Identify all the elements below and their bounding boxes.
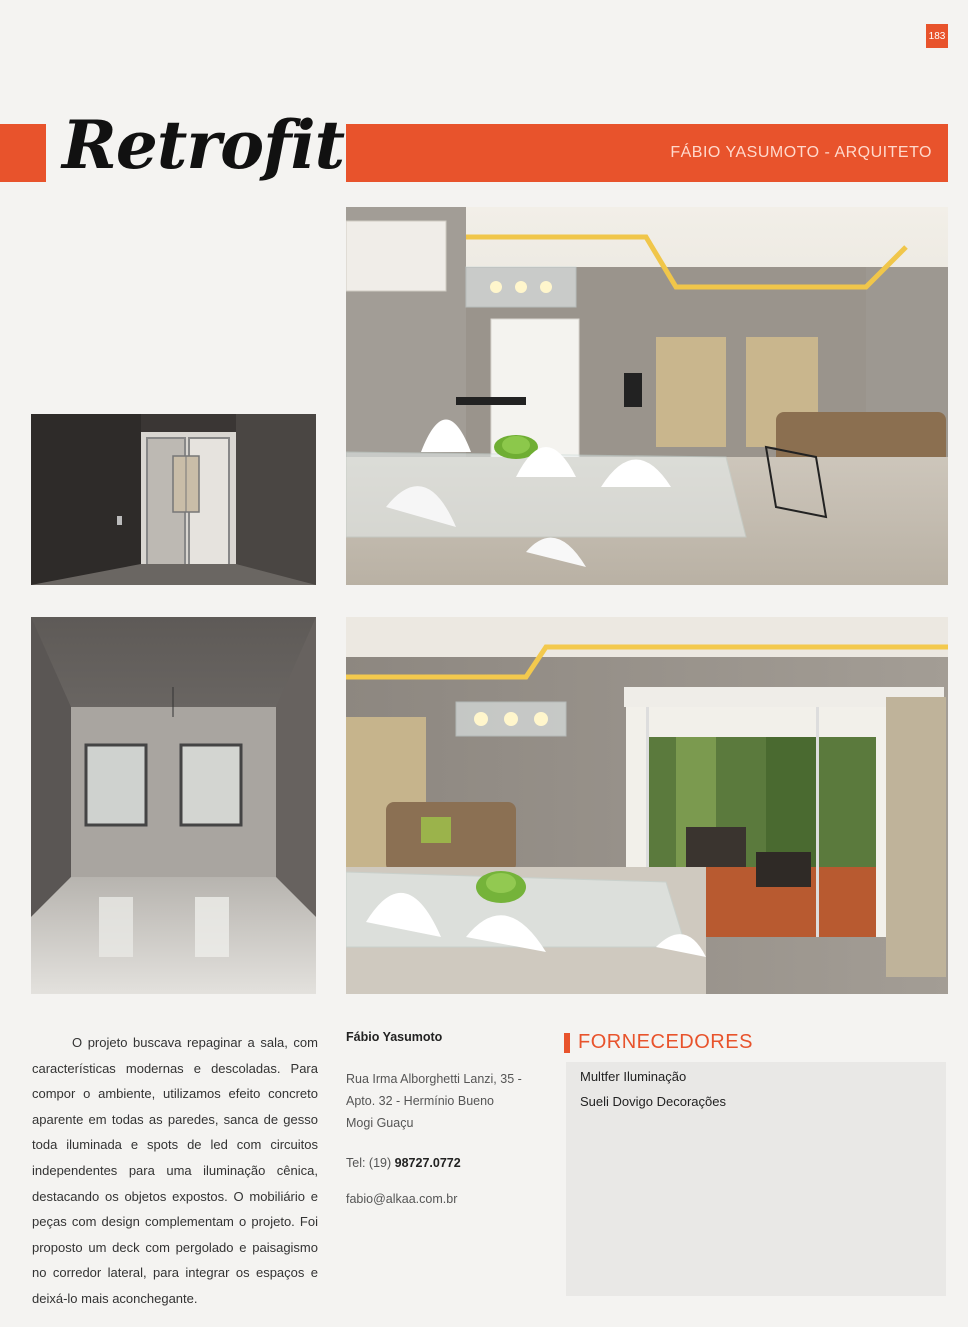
before-photo-empty-room: [31, 617, 316, 994]
suppliers-accent-bar: [564, 1033, 570, 1053]
page-number: 183: [926, 24, 948, 48]
suppliers-title: FORNECEDORES: [578, 1031, 753, 1053]
title-band-left: [0, 124, 46, 182]
telephone-prefix: Tel: (19): [346, 1156, 395, 1170]
before-photo-doorway: [31, 414, 316, 585]
architect-line: FÁBIO YASUMOTO - ARQUITETO: [670, 144, 932, 161]
address-line: Mogi Guaçu: [346, 1116, 414, 1130]
supplier-item: Sueli Dovigo Decorações: [580, 1094, 726, 1109]
telephone-number: 98727.0772: [394, 1156, 461, 1170]
address: [346, 1068, 556, 1134]
email-link[interactable]: fabio@alkaa.com.br: [346, 1192, 458, 1206]
suppliers-list: [580, 1064, 726, 1114]
title-band-right: [346, 124, 948, 182]
project-description: O projeto buscava repaginar a sala, com características modernas e descoladas. Para compor o ambiente, utilizamos efeito concreto aparente em todas as paredes, sanca de gesso toda iluminada e spots de led com circuitos independentes para uma iluminação cênica, destacando os objetos expostos. O mobiliário e peças com design complementam o projeto. Foi proposto um deck com pergolado e paisagismo no corredor lateral, para integrar os espaços e deixá-lo mais aconchegante.: [32, 1035, 318, 1306]
page-title: Retrofit: [62, 106, 345, 184]
telephone: [346, 1156, 556, 1170]
after-photo-deck-view: [346, 617, 948, 994]
architect-name: Fábio Yasumoto: [346, 1030, 443, 1044]
address-line: Apto. 32 - Hermínio Bueno: [346, 1094, 494, 1108]
supplier-item: Multfer Iluminação: [580, 1069, 687, 1084]
contact-block: [346, 1030, 556, 1206]
after-photo-living-dining: [346, 207, 948, 585]
suppliers-heading: [564, 1031, 753, 1054]
address-line: Rua Irma Alborghetti Lanzi, 35 -: [346, 1072, 522, 1086]
